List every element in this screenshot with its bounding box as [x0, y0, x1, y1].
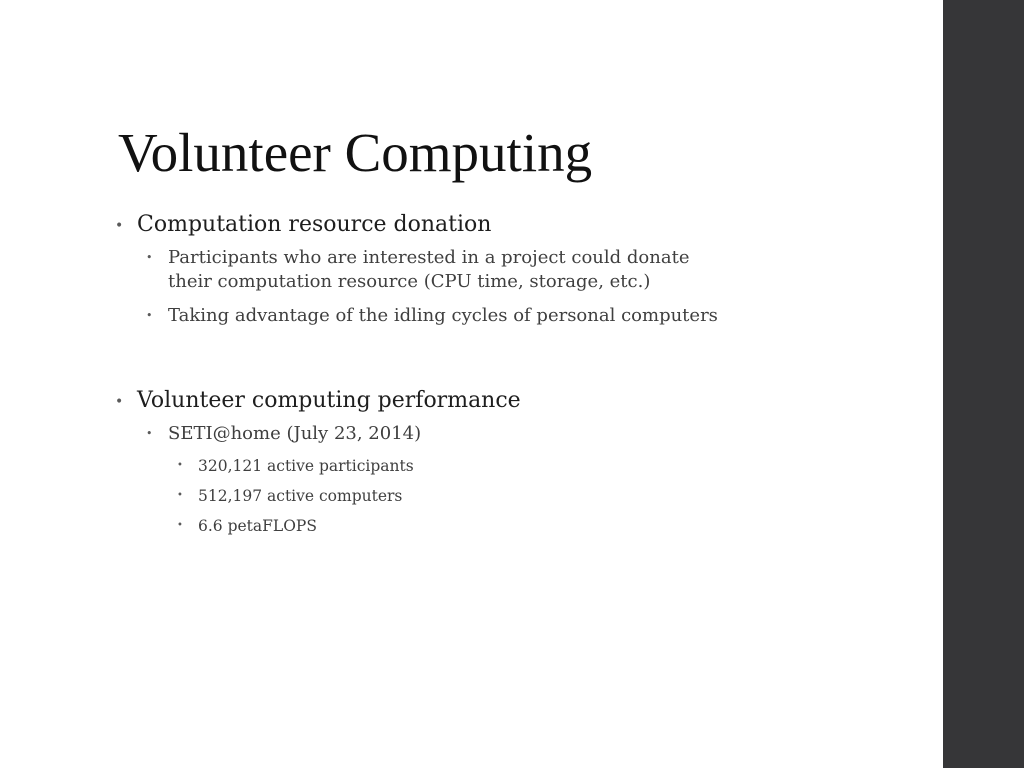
bullet-text: Volunteer computing performance [137, 388, 521, 413]
bullet-dot-icon: • [146, 251, 153, 264]
bullet-dot-icon: • [177, 490, 183, 501]
bullet-dot-icon: • [146, 427, 153, 440]
stat-text: 6.6 petaFLOPS [198, 517, 317, 535]
slide-title: Volunteer Computing [118, 122, 593, 183]
bullet-dot-icon: • [115, 218, 124, 234]
bullet-dot-icon: • [177, 460, 183, 471]
stat-active-computers [177, 486, 403, 506]
bullet-dot-icon: • [177, 520, 183, 531]
bullet-text-line-2: their computation resource (CPU time, storage, etc.) [168, 271, 651, 292]
side-decorative-band [943, 0, 1024, 768]
bullet-dot-icon: • [115, 394, 124, 410]
sub-bullet-idling-cycles [146, 304, 718, 328]
bullet-text-line-1: Participants who are interested in a project could donate [168, 247, 690, 268]
sub-bullet-participants [146, 246, 690, 294]
stat-petaflops [177, 516, 317, 536]
bullet-text: Computation resource donation [137, 212, 492, 237]
sub-bullet-seti-at-home [146, 422, 422, 446]
bullet-dot-icon: • [146, 309, 153, 322]
stat-text: 320,121 active participants [198, 457, 414, 475]
stat-text: 512,197 active computers [198, 487, 403, 505]
bullet-volunteer-computing-performance [115, 388, 521, 414]
bullet-text: Taking advantage of the idling cycles of personal computers [168, 305, 718, 326]
bullet-computation-resource-donation [115, 212, 492, 238]
bullet-text: SETI@home (July 23, 2014) [168, 423, 422, 444]
stat-active-participants [177, 456, 414, 476]
